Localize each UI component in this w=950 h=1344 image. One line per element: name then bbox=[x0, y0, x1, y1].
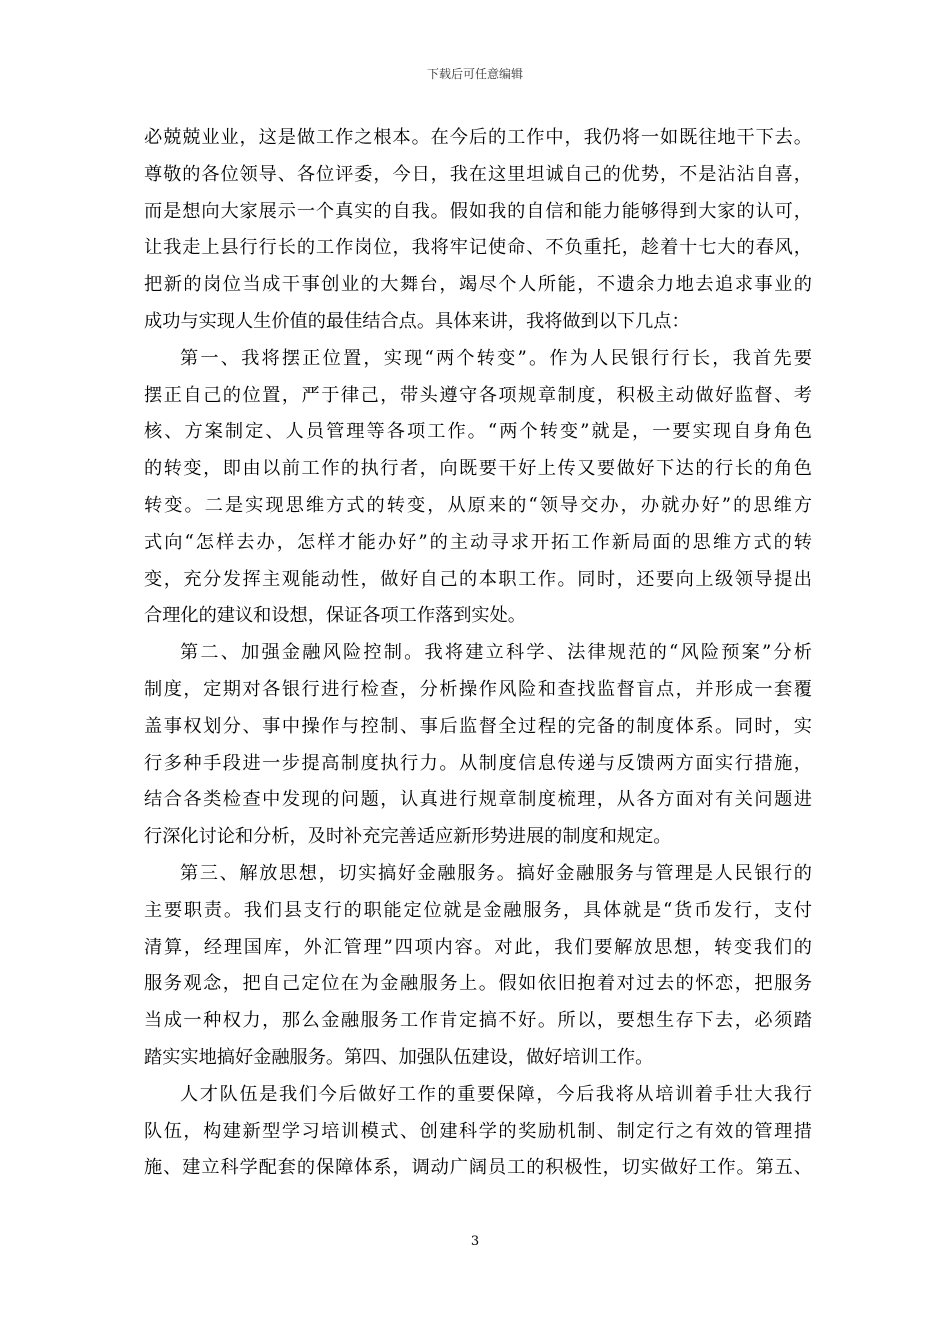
text-line: 第一、我将摆正位置，实现“两个转变”。作为人民银行行长，我首先要 bbox=[180, 347, 812, 369]
page-number: 3 bbox=[470, 1234, 480, 1249]
text-line: 人才队伍是我们今后做好工作的重要保障，今后我将从培训着手壮大我行 bbox=[180, 1083, 812, 1105]
text-line: 式向“怎样去办，怎样才能办好”的主动寻求开拓工作新局面的思维方式的转 bbox=[144, 531, 812, 553]
text-line: 制度，定期对各银行进行检查，分析操作风险和查找监督盲点，并形成一套覆 bbox=[144, 678, 812, 700]
text-line: 主要职责。我们县支行的职能定位就是金融服务，具体就是“货币发行，支付 bbox=[144, 899, 812, 921]
text-line: 转变。二是实现思维方式的转变，从原来的“领导交办，办就办好”的思维方 bbox=[144, 494, 812, 516]
text-line: 行多种手段进一步提高制度执行力。从制度信息传递与反馈两方面实行措施， bbox=[144, 752, 812, 774]
text-line: 合理化的建议和设想，保证各项工作落到实处。 bbox=[144, 605, 526, 627]
text-line: 服务观念，把自己定位在为金融服务上。假如依旧抱着对过去的怀恋，把服务 bbox=[144, 973, 812, 995]
text-line: 尊敬的各位领导、各位评委，今日，我在这里坦诚自己的优势，不是沾沾自喜， bbox=[144, 163, 812, 185]
text-line: 第三、解放思想，切实搞好金融服务。搞好金融服务与管理是人民银行的 bbox=[180, 862, 812, 884]
text-line: 行深化讨论和分析，及时补充完善适应新形势进展的制度和规定。 bbox=[144, 826, 672, 848]
text-line: 必兢兢业业，这是做工作之根本。在今后的工作中，我仍将一如既往地干下去。 bbox=[144, 127, 812, 148]
text-line: 变，充分发挥主观能动性，做好自己的本职工作。同时，还要向上级领导提出 bbox=[144, 568, 812, 590]
text-line: 清算，经理国库，外汇管理”四项内容。对此，我们要解放思想，转变我们的 bbox=[144, 936, 812, 958]
document-body bbox=[144, 120, 812, 1187]
text-line: 成功与实现人生价值的最佳结合点。具体来讲，我将做到以下几点： bbox=[144, 310, 690, 332]
text-line: 摆正自己的位置，严于律己，带头遵守各项规章制度，积极主动做好监督、考 bbox=[144, 384, 812, 406]
text-line: 结合各类检查中发现的问题，认真进行规章制度梳理，从各方面对有关问题进 bbox=[144, 789, 812, 811]
text-line: 踏实实地搞好金融服务。第四、加强队伍建设，做好培训工作。 bbox=[144, 1046, 654, 1068]
text-line: 施、建立科学配套的保障体系，调动广阔员工的积极性，切实做好工作。第五、 bbox=[144, 1157, 812, 1179]
text-line: 的转变，即由以前工作的执行者，向既要干好上传又要做好下达的行长的角色 bbox=[144, 458, 812, 480]
text-line: 让我走上县行行长的工作岗位，我将牢记使命、不负重托，趁着十七大的春风， bbox=[144, 237, 812, 259]
text-line: 核、方案制定、人员管理等各项工作。“两个转变”就是，一要实现自身角色 bbox=[144, 421, 812, 443]
text-line: 把新的岗位当成干事创业的大舞台，竭尽个人所能，不遗余力地去追求事业的 bbox=[144, 274, 812, 296]
text-line: 而是想向大家展示一个真实的自我。假如我的自信和能力能够得到大家的认可， bbox=[144, 200, 812, 222]
text-line: 盖事权划分、事中操作与控制、事后监督全过程的完备的制度体系。同时，实 bbox=[144, 715, 812, 737]
text-line: 队伍，构建新型学习培训模式、创建科学的奖励机制、制定行之有效的管理措 bbox=[144, 1120, 812, 1142]
text-line: 当成一种权力，那么金融服务工作肯定搞不好。所以，要想生存下去，必须踏 bbox=[144, 1010, 812, 1032]
page-header: 下载后可任意编辑 bbox=[426, 67, 523, 81]
text-line: 第二、加强金融风险控制。我将建立科学、法律规范的“风险预案”分析 bbox=[180, 642, 812, 664]
